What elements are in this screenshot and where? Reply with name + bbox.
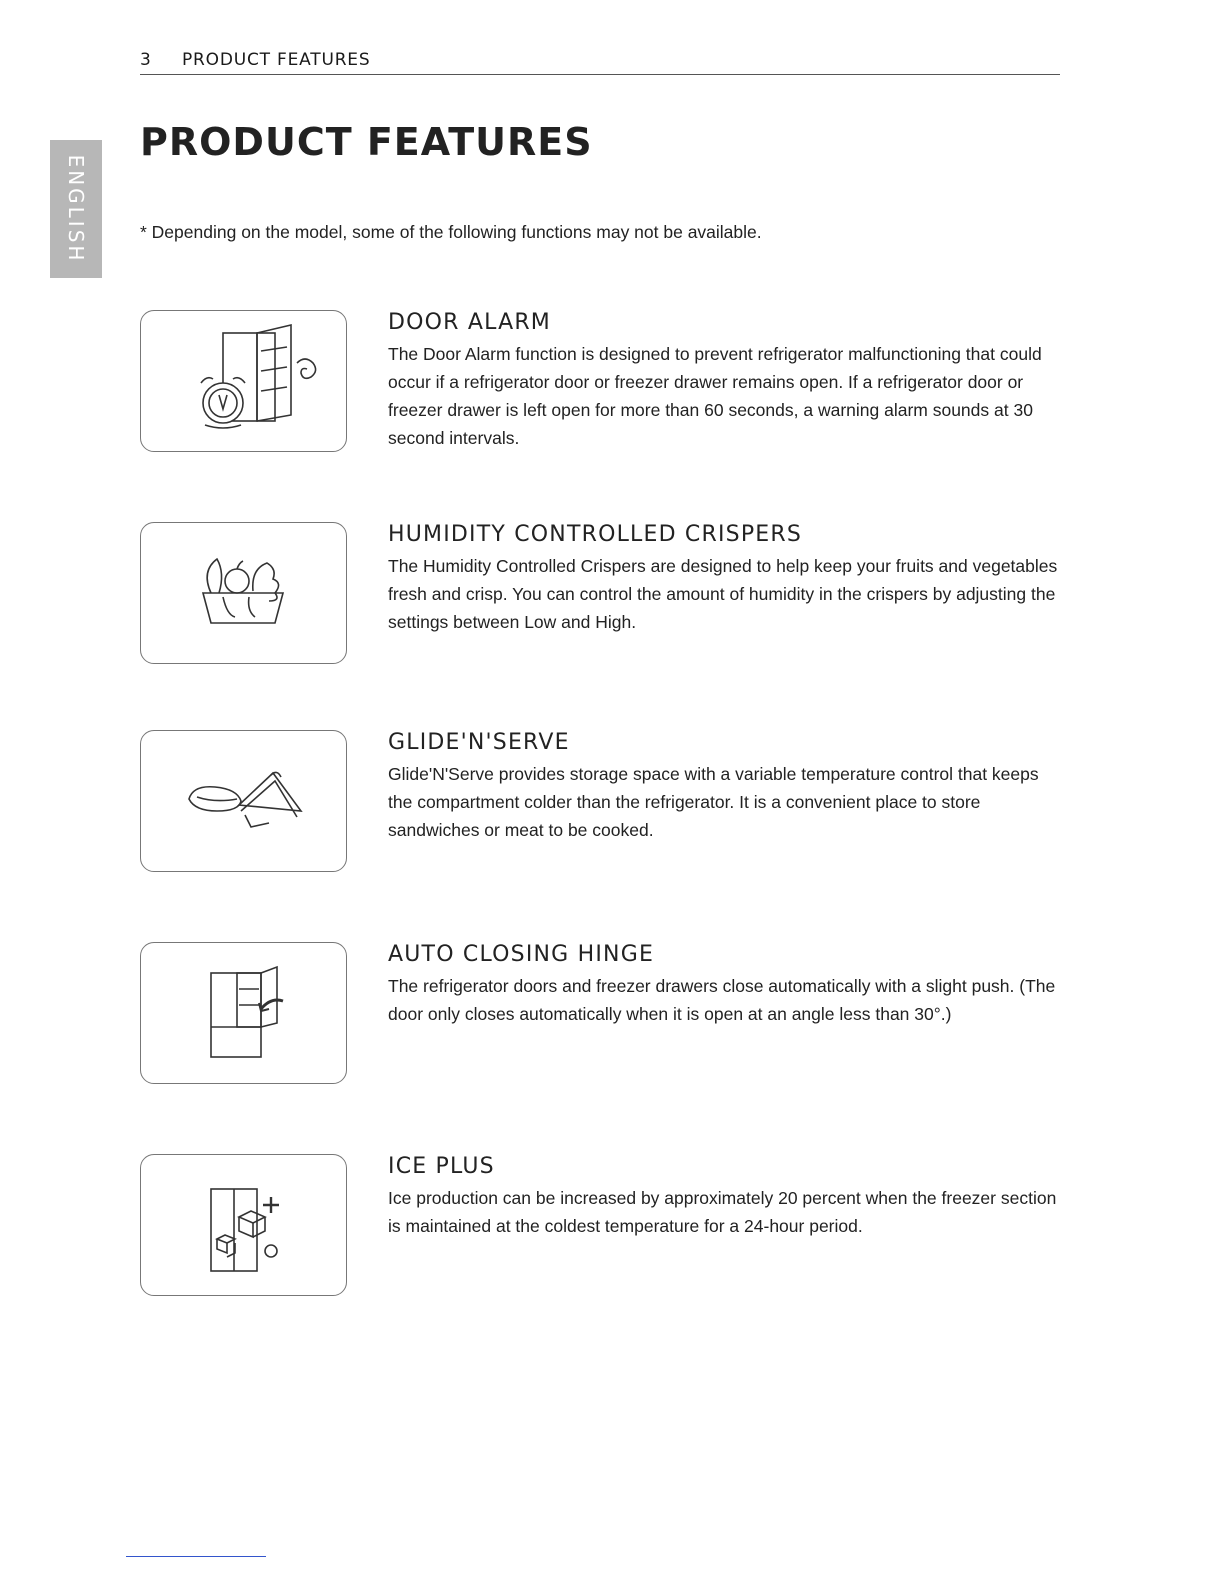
ice-plus-icon — [140, 1154, 347, 1296]
door-alarm-icon — [140, 310, 347, 452]
feature-title: ICE PLUS — [388, 1154, 495, 1179]
feature-description: The Humidity Controlled Crispers are designed to help keep your fruits and vegetables fresh and crisp. You can control the amount of humidity in the crispers by adjusting the settings between Low and High. — [388, 556, 1058, 632]
language-label: ENGLISH — [64, 154, 88, 264]
language-tab — [50, 140, 102, 278]
page-number: 3 — [140, 50, 152, 70]
page-header — [140, 50, 1060, 75]
page-title: PRODUCT FEATURES — [140, 120, 593, 164]
footer-rule — [126, 1556, 266, 1557]
feature-description: The Door Alarm function is designed to prevent refrigerator malfunctioning that could occur if a refrigerator door or freezer drawer remains open. If a refrigerator door or freezer drawer is left open for more than 60 seconds, a warning alarm sounds at 30 second intervals. — [388, 344, 1042, 448]
section-title: PRODUCT FEATURES — [182, 50, 371, 70]
crisper-icon — [140, 522, 347, 664]
feature-description: Glide'N'Serve provides storage space with a variable temperature control that keeps the compartment colder than the refrigerator. It is a convenient place to store sandwiches or meat to be cooked. — [388, 764, 1039, 840]
feature-title: DOOR ALARM — [388, 310, 551, 335]
feature-description: Ice production can be increased by approximately 20 percent when the freezer section is maintained at the coldest temperature for a 24-hour period. — [388, 1188, 1057, 1236]
auto-closing-hinge-icon — [140, 942, 347, 1084]
intro-note: * Depending on the model, some of the following functions may not be available. — [140, 222, 762, 242]
feature-title: GLIDE'N'SERVE — [388, 730, 570, 755]
feature-title: HUMIDITY CONTROLLED CRISPERS — [388, 522, 803, 547]
feature-description: The refrigerator doors and freezer drawers close automatically with a slight push. (The door only closes automatically when it is open at an angle less than 30°.) — [388, 976, 1056, 1024]
feature-title: AUTO CLOSING HINGE — [388, 942, 655, 967]
glide-n-serve-icon — [140, 730, 347, 872]
